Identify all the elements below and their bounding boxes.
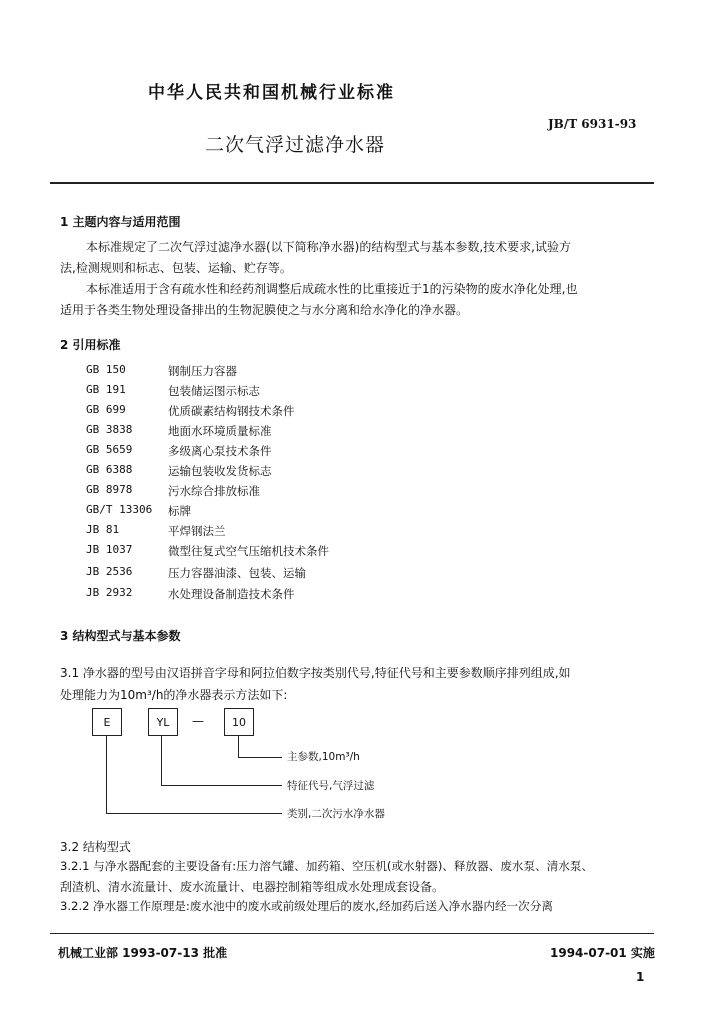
connector-line <box>161 735 162 785</box>
section-3-2-2-line-1: 3.2.2 净水器工作原理是:废水池中的废水或前级处理后的废水,经加药后送入净水器内经一次分离 <box>60 899 553 913</box>
section-3-2-1-line-2: 刮渣机、清水流量计、废水流量计、电器控制箱等组成水处理成套设备。 <box>60 880 445 894</box>
standard-number: JB/T 6931-93 <box>548 117 637 131</box>
ref-name: 平焊钢法兰 <box>168 524 226 538</box>
ref-name: 污水综合排放标准 <box>168 484 260 498</box>
section-1-paragraph-2-line-1: 本标准适用于含有疏水性和经药剂调整后成疏水性的比重接近于1的污染物的废水净化处理,也 <box>86 282 578 296</box>
ref-code: GB 3838 <box>86 423 133 436</box>
ref-code: JB 2932 <box>86 586 133 599</box>
connector-line <box>238 757 282 758</box>
ref-name: 标牌 <box>168 504 191 518</box>
ministry-title: 中华人民共和国机械行业标准 <box>148 83 395 103</box>
ref-name: 包装储运图示标志 <box>168 384 260 398</box>
main-parameter-box: 10 <box>224 708 254 736</box>
section-1-paragraph-1-line-1: 本标准规定了二次气浮过滤净水器(以下简称净水器)的结构型式与基本参数,技术要求,试验方 <box>86 240 571 254</box>
connector-line <box>106 813 282 814</box>
page-number: 1 <box>636 970 645 984</box>
header-rule <box>50 182 654 184</box>
section-3-1-line-2: 处理能力为10m³/h的净水器表示方法如下: <box>60 688 288 702</box>
document-title: 二次气浮过滤净水器 <box>205 134 386 156</box>
ref-name: 多级离心泵技术条件 <box>168 444 272 458</box>
connector-line <box>106 735 107 813</box>
feature-code-label: 特征代号,气浮过滤 <box>287 780 375 792</box>
section-3-heading: 3 结构型式与基本参数 <box>60 629 181 643</box>
ref-code: GB 699 <box>86 403 126 416</box>
effective-date: 1994-07-01 实施 <box>550 946 655 960</box>
ref-code: GB 5659 <box>86 443 133 456</box>
ref-code: JB 81 <box>86 523 120 536</box>
ref-name: 微型往复式空气压缩机技术条件 <box>168 544 329 558</box>
section-3-1-line-1: 3.1 净水器的型号由汉语拼音字母和阿拉伯数字按类别代号,特征代号和主要参数顺序排列组成,如 <box>60 666 571 680</box>
section-1-paragraph-1-line-2: 法,检测规则和标志、包装、运输、贮存等。 <box>60 261 292 275</box>
ref-name: 优质碳素结构钢技术条件 <box>168 404 295 418</box>
ref-code: JB 1037 <box>86 543 133 556</box>
section-2-heading: 2 引用标准 <box>60 338 121 352</box>
ref-name: 压力容器油漆、包装、运输 <box>168 566 306 580</box>
section-1-paragraph-2-line-2: 适用于各类生物处理设备排出的生物泥膜使之与水分离和给水净化的净水器。 <box>60 303 469 317</box>
footer-rule <box>50 933 654 934</box>
category-code-box: E <box>92 708 122 736</box>
section-3-2-1-line-1: 3.2.1 与净水器配套的主要设备有:压力溶气罐、加药箱、空压机(或水射器)、释放器、废水泵、清水泵、 <box>60 859 594 873</box>
ref-code: GB/T 13306 <box>86 503 153 516</box>
section-3-2-heading: 3.2 结构型式 <box>60 840 131 854</box>
designation-dash: — <box>192 714 204 728</box>
section-1-heading: 1 主题内容与适用范围 <box>60 215 181 229</box>
main-parameter-label: 主参数,10m³/h <box>287 751 360 763</box>
approval-date: 机械工业部 1993-07-13 批准 <box>58 946 228 960</box>
connector-line <box>238 735 239 757</box>
feature-code-box: YL <box>148 708 178 736</box>
ref-name: 水处理设备制造技术条件 <box>168 587 295 601</box>
category-label: 类别,二次污水净水器 <box>287 808 385 820</box>
ref-name: 运输包装收发货标志 <box>168 464 272 478</box>
ref-code: JB 2536 <box>86 565 133 578</box>
connector-line <box>161 785 282 786</box>
ref-code: GB 191 <box>86 383 126 396</box>
ref-name: 钢制压力容器 <box>168 364 237 378</box>
ref-code: GB 8978 <box>86 483 133 496</box>
ref-code: GB 6388 <box>86 463 133 476</box>
ref-code: GB 150 <box>86 363 126 376</box>
ref-name: 地面水环境质量标准 <box>168 424 272 438</box>
